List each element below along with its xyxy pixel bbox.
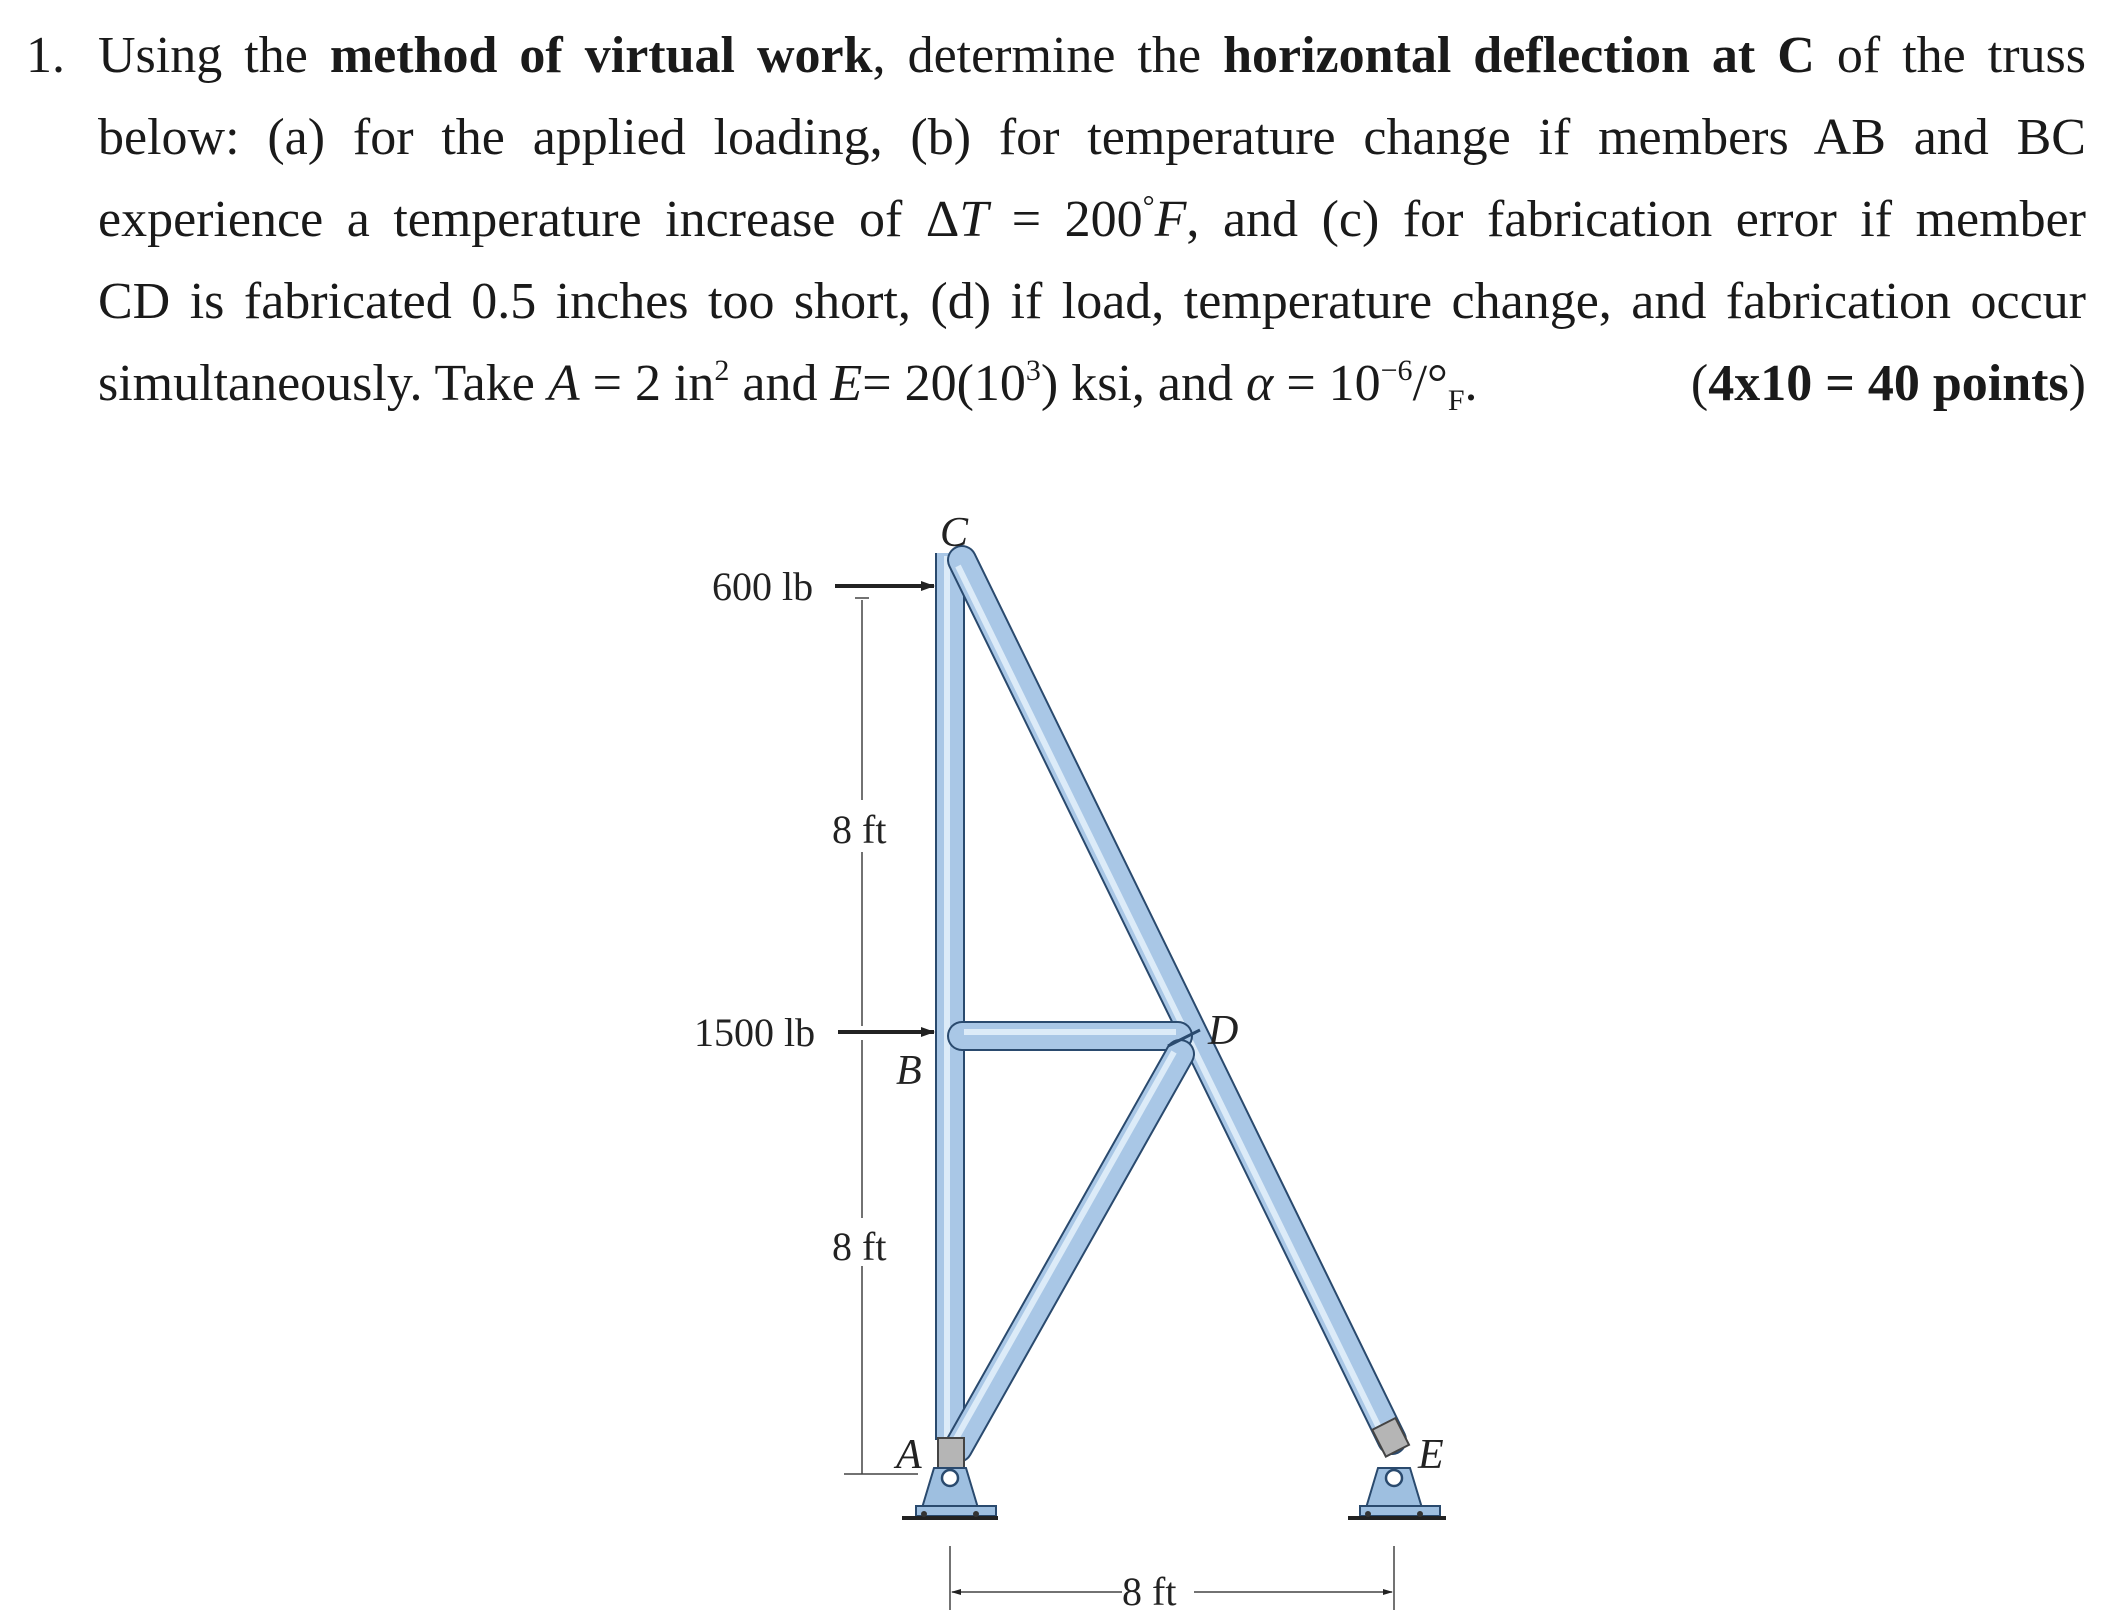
truss-figure bbox=[0, 440, 2126, 1623]
problem-line-4: CD is fabricated 0.5 inches too short, (d) if load, temperature change, and fabrication occur bbox=[98, 273, 2086, 330]
problem-line-1: Using the method of virtual work, determine the horizontal deflection at C of the truss bbox=[98, 27, 2087, 84]
problem-line-5: simultaneously. Take A = 2 $in^2$ and $E= 20(10^3)$ ksi, and $\alpha = 10^{-6}/^\circ_F$. bbox=[98, 354, 1478, 417]
problem-number: 1. bbox=[26, 27, 65, 84]
joint-label-a: A bbox=[896, 1432, 922, 1478]
joint-label-e: E bbox=[1418, 1432, 1444, 1478]
dimension-base-width: 8 ft bbox=[1122, 1569, 1177, 1614]
load-label-b: 1500 lb bbox=[694, 1010, 816, 1055]
problem-line-3: experience a temperature increase of ΔT = 200°F, and (c) for fabrication error if member bbox=[98, 190, 2086, 248]
member-ac bbox=[947, 553, 950, 1440]
member-ad bbox=[953, 1052, 1180, 1448]
dimension-lower-height: 8 ft bbox=[832, 1224, 887, 1269]
problem-line-2: below: (a) for the applied loading, (b) for temperature change if members AB and BC bbox=[98, 109, 2086, 166]
joint-label-b: B bbox=[896, 1048, 922, 1094]
method-emphasis: method of virtual work bbox=[329, 27, 873, 84]
dimension-upper-height: 8 ft bbox=[832, 807, 887, 852]
member-bd bbox=[962, 1032, 1178, 1036]
target-emphasis: horizontal deflection at C bbox=[1223, 27, 1815, 84]
joint-label-c: C bbox=[940, 510, 969, 556]
load-label-c: 600 lb bbox=[712, 564, 814, 609]
joint-label-d: D bbox=[1208, 1008, 1239, 1054]
points-value: (4x10 = 40 points) bbox=[1690, 355, 2086, 412]
vertical-dimension-line bbox=[844, 598, 918, 1474]
problem-statement bbox=[0, 0, 2126, 440]
